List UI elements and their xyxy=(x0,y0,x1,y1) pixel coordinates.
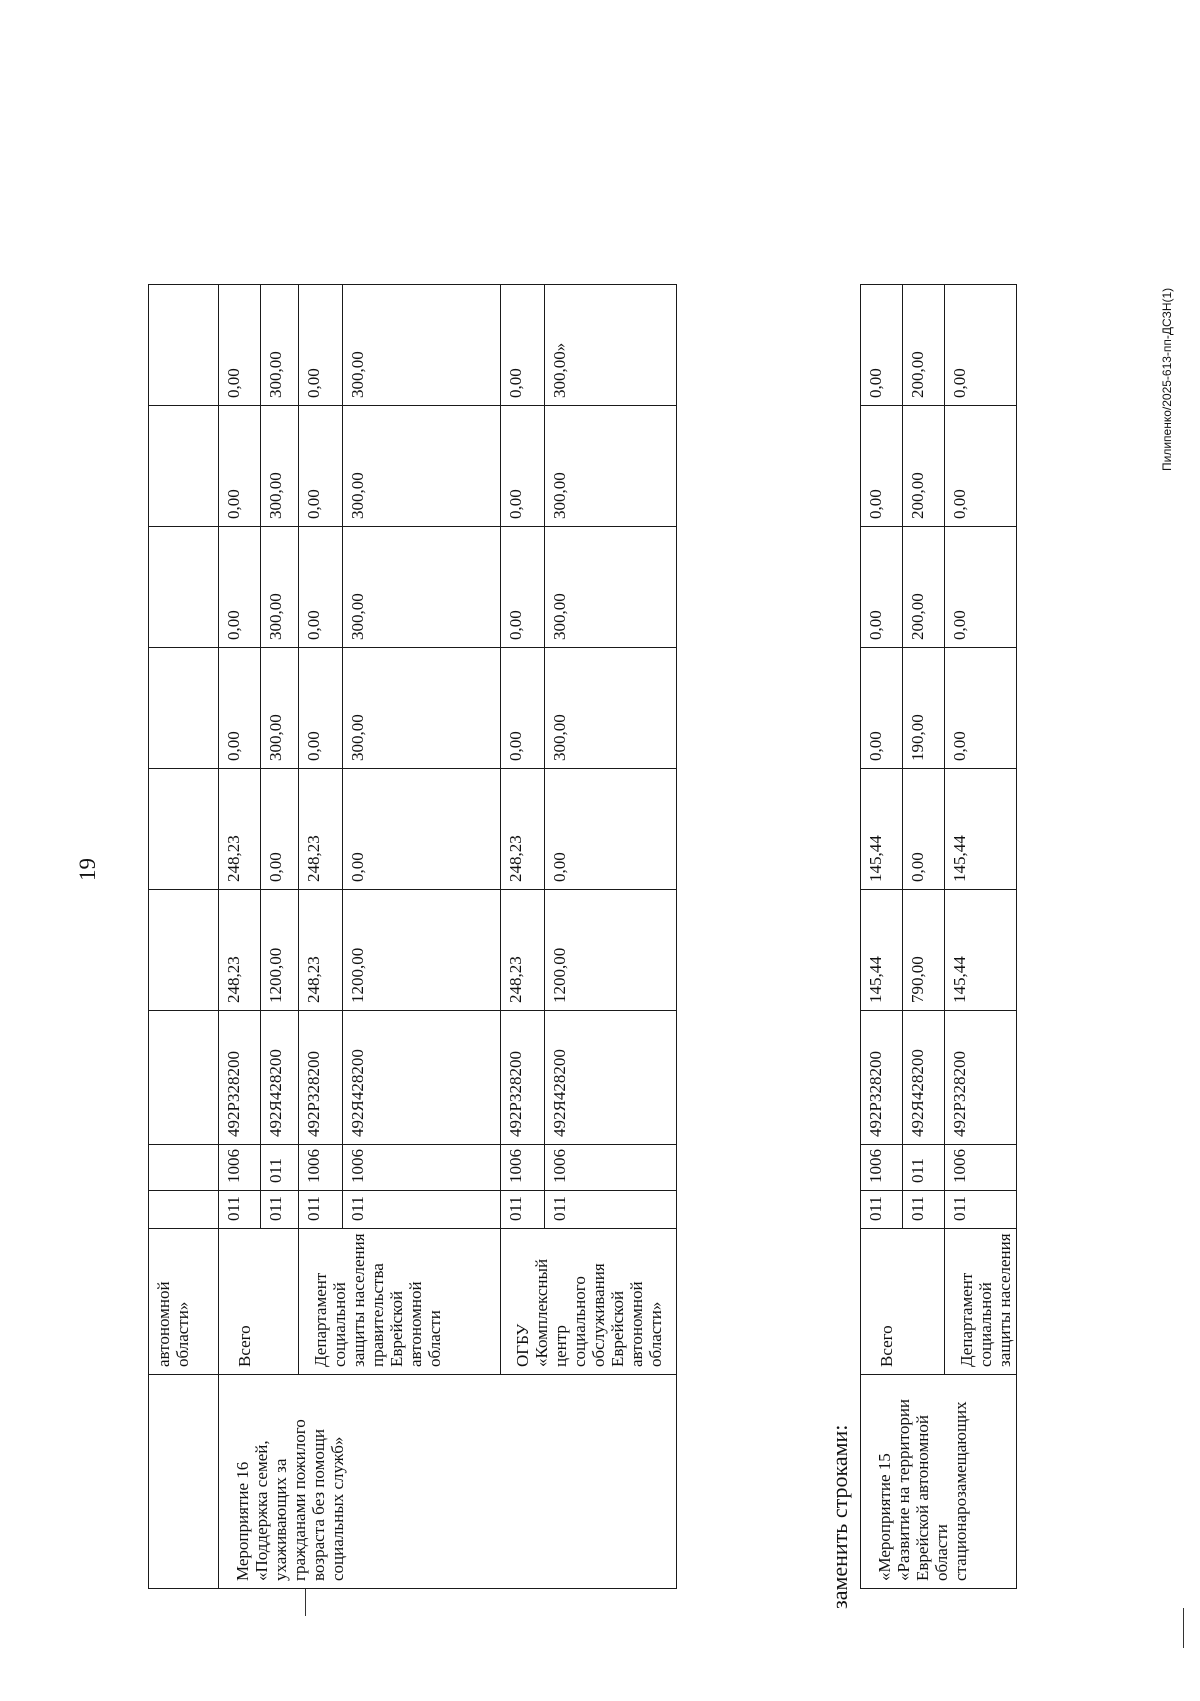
amount-cell: 790,00 xyxy=(903,890,945,1011)
table-row xyxy=(861,285,903,1589)
amount-cell: 0,00 xyxy=(219,527,261,648)
amount-cell: 248,23 xyxy=(299,769,343,890)
empty-cell xyxy=(149,285,219,406)
rz-code-cell: 1006 xyxy=(343,1145,501,1191)
amount-cell: 0,00 xyxy=(945,648,1017,769)
amount-cell: 300,00 xyxy=(343,285,501,406)
amount-cell: 0,00 xyxy=(903,769,945,890)
amount-cell: 0,00 xyxy=(501,285,545,406)
amount-cell: 0,00 xyxy=(545,769,677,890)
amount-cell: 300,00 xyxy=(545,527,677,648)
lower-budget-table xyxy=(860,284,1017,1589)
amount-cell: 0,00 xyxy=(343,769,501,890)
amount-cell: 300,00 xyxy=(343,406,501,527)
rz-code-cell: 1006 xyxy=(861,1145,903,1191)
empty-cell xyxy=(149,648,219,769)
rz-code-cell: 011 xyxy=(261,1145,299,1191)
csr-code-cell: 492Р328200 xyxy=(299,1011,343,1145)
empty-cell xyxy=(149,527,219,648)
amount-cell: 0,00 xyxy=(945,406,1017,527)
amount-cell: 145,44 xyxy=(945,769,1017,890)
executor-cell: Департамент социальной защиты населения xyxy=(945,1229,1017,1375)
upper-table-body xyxy=(149,285,677,1589)
amount-cell: 300,00 xyxy=(261,648,299,769)
gr-code-cell: 011 xyxy=(945,1191,1017,1229)
rz-code-cell: 1006 xyxy=(545,1145,677,1191)
executor-cell: Департамент социальной защиты населения правительства Еврейской автономной области xyxy=(299,1229,501,1375)
amount-cell: 0,00 xyxy=(501,648,545,769)
amount-cell: 0,00 xyxy=(299,648,343,769)
rz-code-cell: 1006 xyxy=(945,1145,1017,1191)
amount-cell: 1200,00 xyxy=(545,890,677,1011)
activity-cell: «Мероприятие 15 «Развитие на территории Еврейской автономной области стационарозамещающих xyxy=(861,1375,1017,1589)
amount-cell: 0,00 xyxy=(861,527,903,648)
amount-cell: 0,00 xyxy=(261,769,299,890)
rz-code-cell: 1006 xyxy=(501,1145,545,1191)
executor-continuation-cell: автономной области» xyxy=(149,1229,219,1375)
amount-cell: 0,00 xyxy=(299,527,343,648)
amount-cell: 300,00 xyxy=(343,527,501,648)
csr-code-cell: 492Р328200 xyxy=(861,1011,903,1145)
empty-cell xyxy=(149,1375,219,1589)
amount-cell: 0,00 xyxy=(501,406,545,527)
gr-code-cell: 011 xyxy=(343,1191,501,1229)
amount-cell: 0,00 xyxy=(299,285,343,406)
executor-cell: Всего xyxy=(219,1229,299,1375)
table-row xyxy=(219,285,261,1589)
amount-cell: 300,00 xyxy=(261,285,299,406)
amount-cell: 248,23 xyxy=(501,769,545,890)
document-code: Пилипенко/2025-613-пп-ДСЗН(1) xyxy=(1160,287,1174,471)
amount-cell: 248,23 xyxy=(219,769,261,890)
amount-cell: 0,00 xyxy=(501,527,545,648)
gr-code-cell: 011 xyxy=(219,1191,261,1229)
amount-cell: 0,00 xyxy=(861,648,903,769)
empty-cell xyxy=(149,769,219,890)
amount-cell: 200,00 xyxy=(903,406,945,527)
amount-cell: 300,00 xyxy=(545,406,677,527)
amount-cell: 1200,00 xyxy=(261,890,299,1011)
amount-cell: 0,00 xyxy=(861,406,903,527)
gr-code-cell: 011 xyxy=(299,1191,343,1229)
rz-code-cell: 1006 xyxy=(299,1145,343,1191)
csr-code-cell: 492Я428200 xyxy=(903,1011,945,1145)
empty-cell xyxy=(149,1011,219,1145)
gr-code-cell: 011 xyxy=(545,1191,677,1229)
rz-code-cell: 1006 xyxy=(219,1145,261,1191)
empty-cell xyxy=(149,1145,219,1191)
amount-cell: 300,00 xyxy=(261,406,299,527)
amount-cell: 300,00 xyxy=(545,648,677,769)
amount-cell: 300,00 xyxy=(343,648,501,769)
replace-label: заменить строками: xyxy=(827,1424,852,1609)
csr-code-cell: 492Я428200 xyxy=(545,1011,677,1145)
amount-cell: 0,00 xyxy=(861,285,903,406)
amount-cell: 300,00» xyxy=(545,285,677,406)
gr-code-cell: 011 xyxy=(261,1191,299,1229)
amount-cell: 0,00 xyxy=(219,648,261,769)
empty-cell xyxy=(149,406,219,527)
lower-table-body xyxy=(861,285,1017,1589)
amount-cell: 190,00 xyxy=(903,648,945,769)
amount-cell: 248,23 xyxy=(219,890,261,1011)
csr-code-cell: 492Р328200 xyxy=(501,1011,545,1145)
amount-cell: 248,23 xyxy=(501,890,545,1011)
empty-cell xyxy=(149,1191,219,1229)
amount-cell: 0,00 xyxy=(219,285,261,406)
amount-cell: 300,00 xyxy=(261,527,299,648)
csr-code-cell: 492Я428200 xyxy=(261,1011,299,1145)
upper-budget-table xyxy=(148,284,677,1589)
amount-cell: 0,00 xyxy=(219,406,261,527)
amount-cell: 0,00 xyxy=(299,406,343,527)
gr-code-cell: 011 xyxy=(903,1191,945,1229)
csr-code-cell: 492Р328200 xyxy=(219,1011,261,1145)
executor-cell: Всего xyxy=(861,1229,945,1375)
amount-cell: 145,44 xyxy=(945,890,1017,1011)
page-number: 19 xyxy=(75,858,100,881)
csr-code-cell: 492Я428200 xyxy=(343,1011,501,1145)
gr-code-cell: 011 xyxy=(501,1191,545,1229)
activity-cell: Мероприятие 16 «Поддержка семей, ухаживающих за гражданами пожилого возраста без помощи социальных служб» xyxy=(219,1375,677,1589)
amount-cell: 145,44 xyxy=(861,890,903,1011)
amount-cell: 0,00 xyxy=(945,285,1017,406)
header-continuation-row xyxy=(149,285,219,1589)
gr-code-cell: 011 xyxy=(861,1191,903,1229)
amount-cell: 248,23 xyxy=(299,890,343,1011)
csr-code-cell: 492Р328200 xyxy=(945,1011,1017,1145)
rz-code-cell: 011 xyxy=(903,1145,945,1191)
executor-cell: ОГБУ «Комплексный центр социального обслуживания Еврейской автономной области» xyxy=(501,1229,677,1375)
amount-cell: 1200,00 xyxy=(343,890,501,1011)
empty-cell xyxy=(149,890,219,1011)
amount-cell: 200,00 xyxy=(903,527,945,648)
amount-cell: 145,44 xyxy=(861,769,903,890)
amount-cell: 0,00 xyxy=(945,527,1017,648)
amount-cell: 200,00 xyxy=(903,285,945,406)
